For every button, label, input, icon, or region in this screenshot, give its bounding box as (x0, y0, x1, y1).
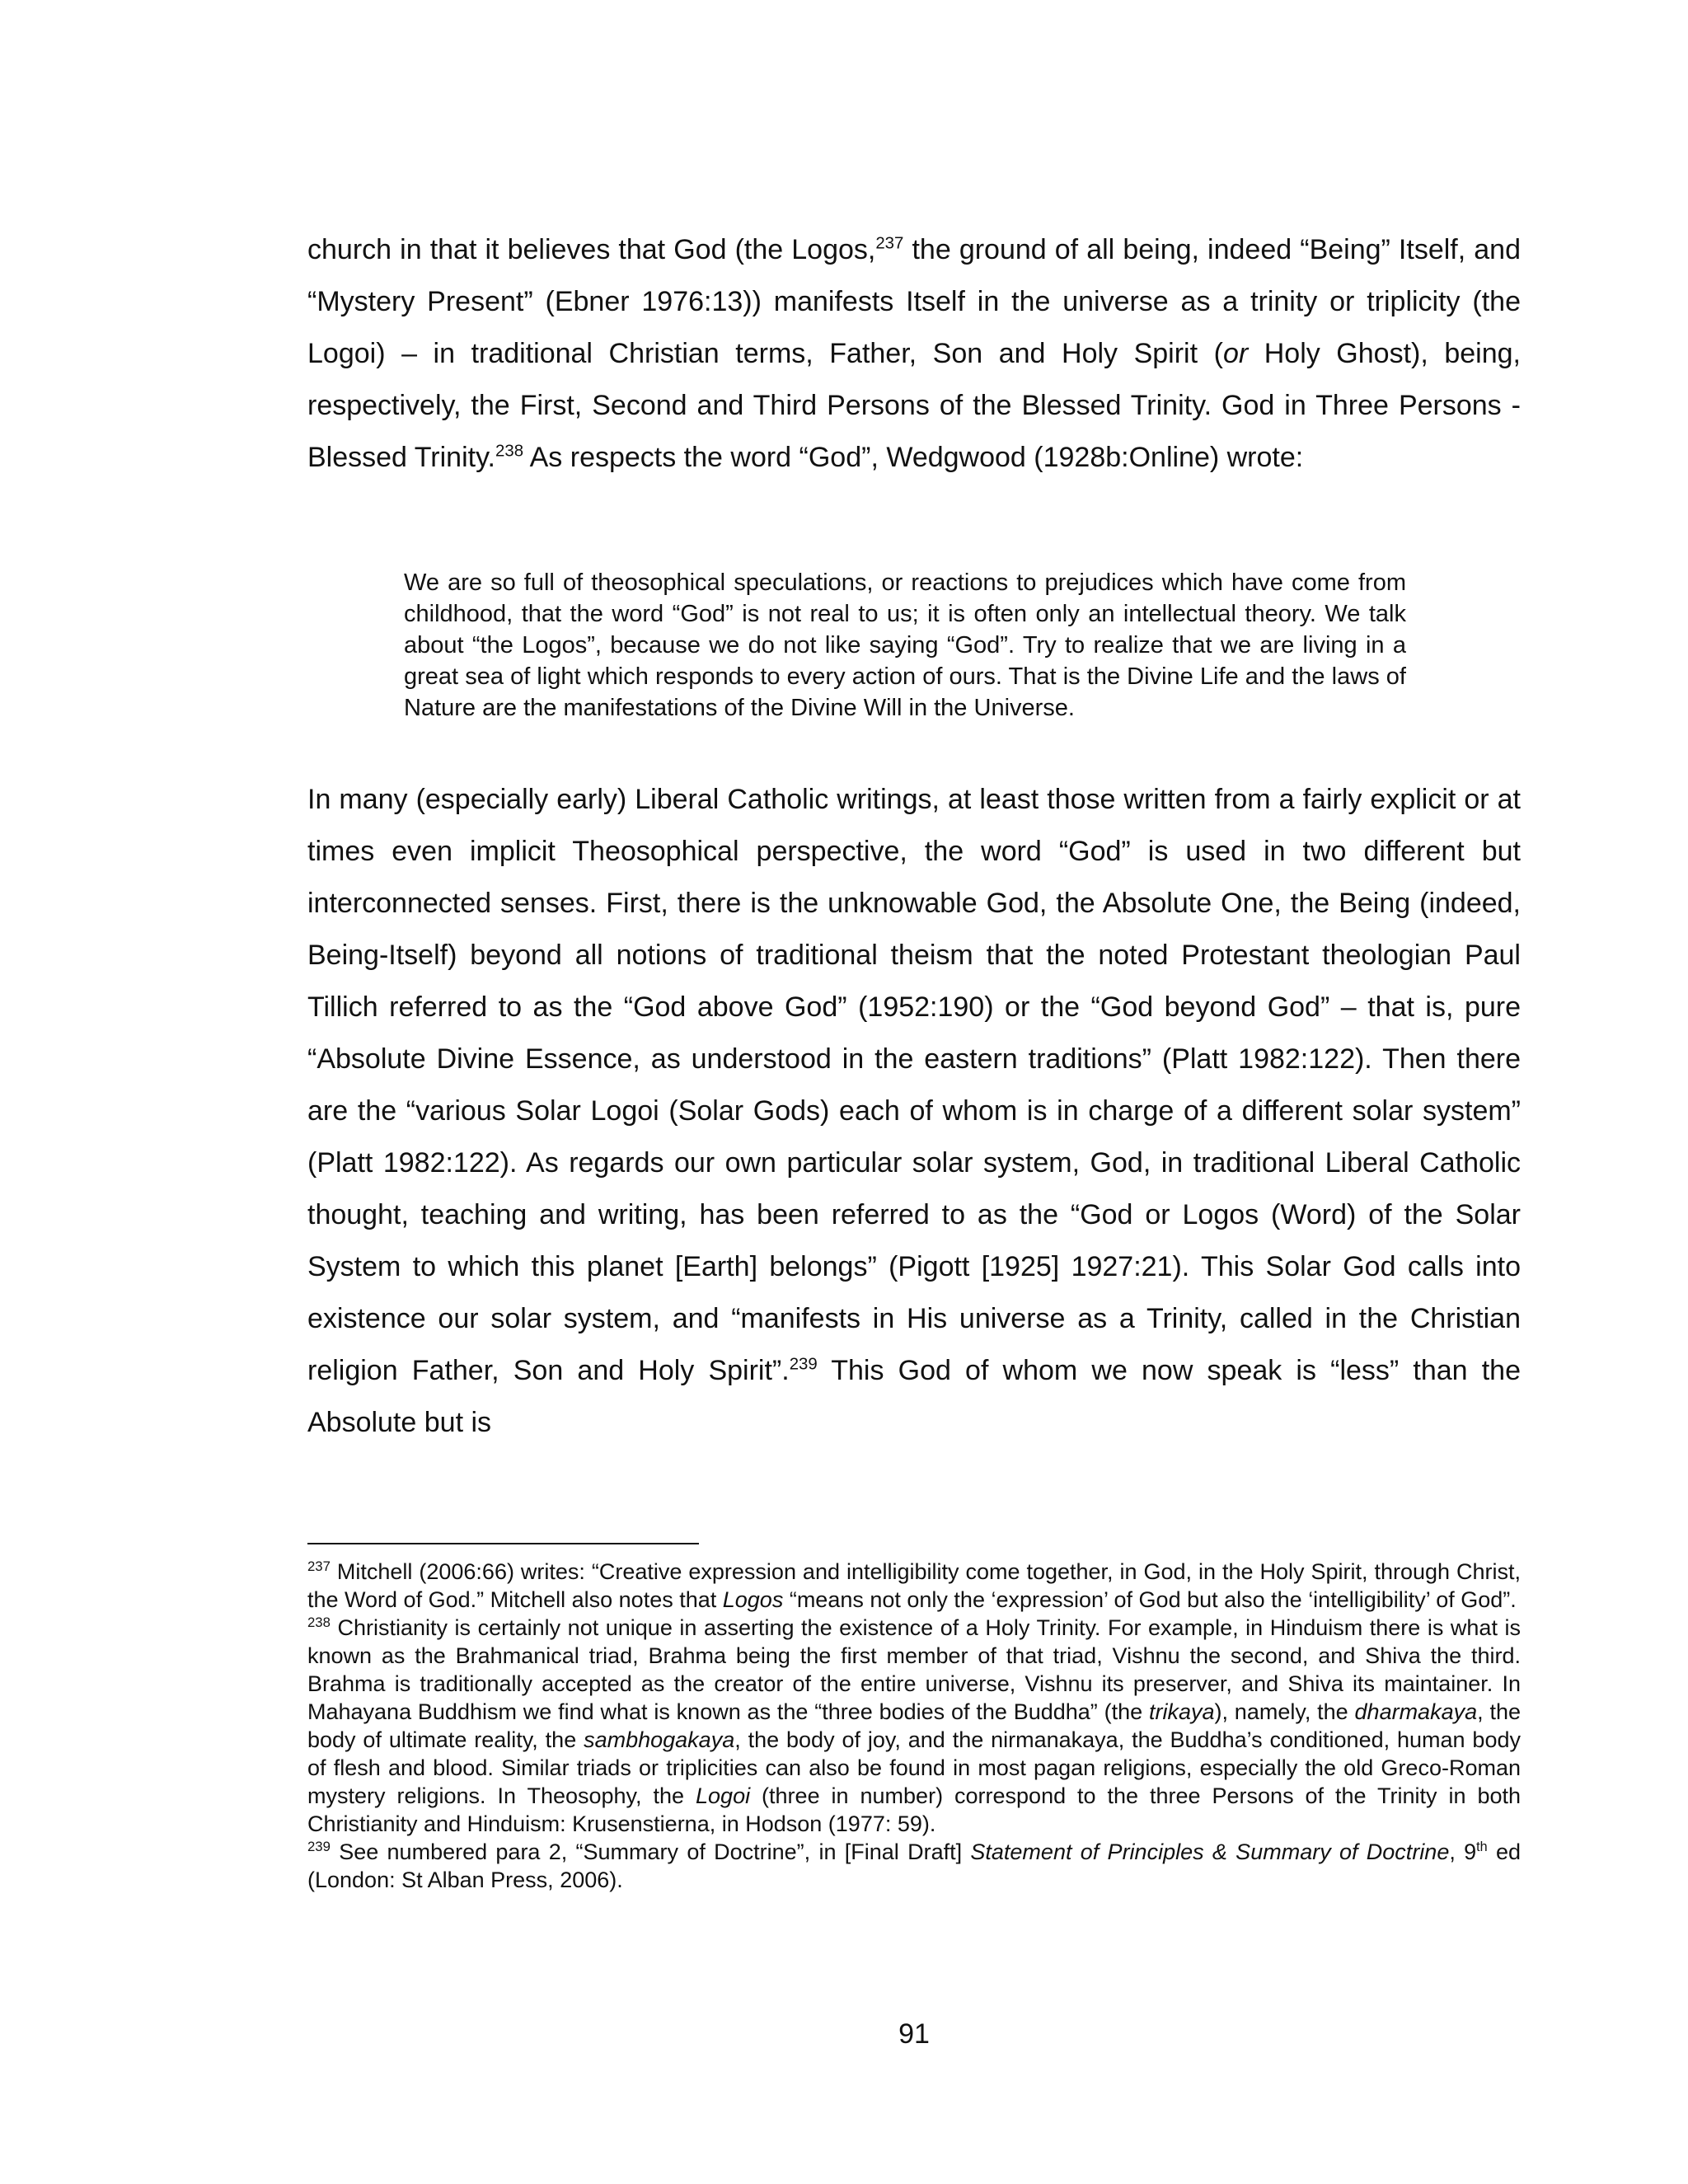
ordinal-suffix: th (1476, 1840, 1488, 1854)
italic-run: dharmakaya (1354, 1699, 1478, 1724)
footnote-ref-239[interactable]: 239 (789, 1355, 818, 1374)
text-run: (three in number) correspond to the three Persons of the Trinity in both Christianity and Hinduism: Krusenstierna, in Hodson (1977: 59). (307, 1783, 1522, 1836)
footnotes (307, 1558, 1521, 1894)
text-run: See numbered para 2, “Summary of Doctrine”, in [Final Draft] (330, 1840, 971, 1864)
text-run: the ground of all being, indeed “Being” Itself, and “Mystery Present” (Ebner 1976:13)) manifests Itself in the universe as a trinity or triplicity (the Logoi) – in traditional Christian terms, Father, Son and Holy Spirit ( (307, 234, 1522, 369)
text-run: Christianity is certainly not unique in asserting the existence of a Holy Trinity. For example, in Hinduism there is what is known as the Brahmanical triad, Brahma being the first member of that triad, Vishnu the second, and Shiva the third. Brahma is traditionally accepted as the creator of the entire universe, Vishnu its preserver, and Shiva its maintainer. In Mahayana Buddhism we find what is known as the “three bodies of the Buddha” (the (307, 1615, 1521, 1724)
footnote-number: 239 (307, 1839, 331, 1854)
text-run: This God of whom we now speak is “less” than the Absolute but is (307, 1355, 1521, 1438)
footnote-ref-238[interactable]: 238 (495, 442, 524, 461)
text-run: church in that it believes that God (the Logos, (307, 234, 876, 265)
paragraph-text (307, 774, 1521, 1449)
italic-run: trikaya (1148, 1699, 1215, 1724)
footnote-ref-237[interactable]: 237 (875, 234, 904, 253)
text-run: ), namely, the (1214, 1699, 1355, 1724)
body-paragraph-1 (307, 224, 1521, 484)
text-run: , the body of ultimate reality, the (307, 1699, 1521, 1752)
quote-text: We are so full of theosophical speculations, or reactions to prejudices which have come from childhood, that the word “God” is not real to us; it is often only an intellectual theory. We talk about “the Logos”, because we do not like saying “God”. Try to realize that we are living in a great sea of light which responds to every action of ours. That is the Divine Life and the laws of Nature are the manifestations of the Divine Will in the Universe. (404, 569, 1406, 721)
text-run: ed (London: St Alban Press, 2006). (307, 1840, 1521, 1892)
italic-run: Logos (722, 1587, 784, 1612)
body-paragraph-2 (307, 774, 1521, 1449)
italic-run: or (1222, 338, 1249, 369)
paragraph-text (307, 224, 1521, 484)
text-run: , 9 (1449, 1840, 1477, 1864)
footnote-237 (307, 1558, 1521, 1614)
footnote-number: 238 (307, 1615, 331, 1630)
footnote-239 (307, 1838, 1521, 1894)
text-run: In many (especially early) Liberal Catholic writings, at least those written from a fairly explicit or at times even implicit Theosophical perspective, the word “God” is used in two different but interconnected senses. First, there is the unknowable God, the Absolute One, the Being (indeed, Being-Itself) beyond all notions of traditional theism that the noted Protestant theologian Paul Tillich referred to as the “God above God” (1952:190) or the “God beyond God” – that is, pure “Absolute Divine Essence, as understood in the eastern traditions” (Platt 1982:122). Then there are the “various Solar Logoi (Solar Gods) each of whom is in charge of a different solar system” (Platt 1982:122). As regards our own particular solar system, God, in traditional Liberal Catholic thought, teaching and writing, has been referred to as the “God or Logos (Word) of the Solar System to which this planet [Earth] belongs” (Pigott [1925] 1927:21). This Solar God calls into existence our solar system, and “manifests in His universe as a Trinity, called in the Christian religion Father, Son and Holy Spirit”. (307, 784, 1521, 1386)
text-run: “means not only the ‘expression’ of God but also the ‘intelligibility’ of God”. (783, 1587, 1517, 1612)
italic-run: sambhogakaya (584, 1727, 735, 1752)
italic-run: Statement of Principles & Summary of Doctrine (970, 1840, 1450, 1864)
footnote-238 (307, 1614, 1521, 1838)
text-run: Mitchell (2006:66) writes: “Creative expression and intelligibility come together, in God, in the Holy Spirit, through Christ, the Word of God.” Mitchell also notes that (307, 1559, 1521, 1612)
block-quote (404, 567, 1406, 724)
text-run: Holy Ghost), being, respectively, the First, Second and Third Persons of the Blessed Trinity. God in Three Persons - Blessed Trinity. (307, 338, 1521, 473)
footnote-number: 237 (307, 1558, 331, 1574)
italic-run: Logoi (696, 1783, 751, 1808)
text-run: As respects the word “God”, Wedgwood (1928b:Online) wrote: (523, 442, 1304, 473)
footnote-separator (307, 1543, 699, 1544)
page-number: 91 (898, 2018, 930, 2050)
text-run: , the body of joy, and the nirmanakaya, the Buddha’s conditioned, human body of flesh and blood. Similar triads or triplicities can also be found in most pagan religions, especially the old Greco-Roman mystery religions. In Theosophy, the (307, 1727, 1521, 1808)
